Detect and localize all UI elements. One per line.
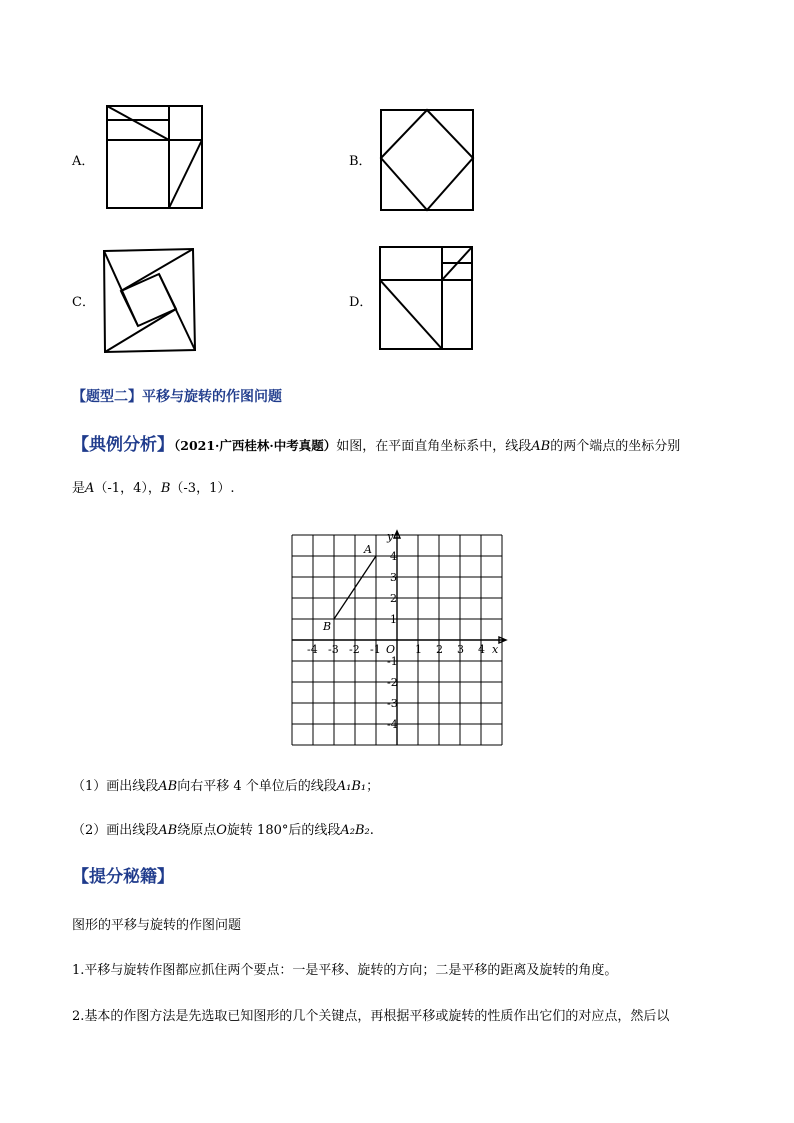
option-b-figure	[379, 108, 475, 212]
example-line-2	[72, 482, 234, 495]
y-tick-label: 2	[390, 592, 397, 605]
y-tick-label: -1	[387, 655, 398, 668]
x-tick-label: 1	[415, 643, 422, 656]
q1-prefix: （1）画出线段	[72, 779, 159, 794]
example-line2-prefix: 是	[72, 481, 86, 496]
option-d-label: D．	[349, 295, 373, 310]
q2-end: .	[369, 823, 374, 838]
y-tick-label: 4	[390, 550, 397, 563]
coordinate-grid	[285, 528, 511, 750]
option-a-figure	[105, 104, 205, 210]
example-text-1: 如图，在平面直角坐标系中，线段	[336, 439, 532, 454]
question-2	[72, 824, 374, 837]
x-axis-label: x	[492, 643, 499, 656]
x-axis	[292, 637, 506, 643]
y-tick-label: 1	[390, 613, 397, 626]
q1-segment: AB	[158, 779, 178, 794]
q1-end: ；	[366, 779, 380, 794]
example-source: （2021·广西桂林·中考真题）	[174, 438, 337, 453]
example-line-1	[72, 437, 680, 454]
segment-ab: AB	[531, 439, 551, 454]
point-b-label: B	[323, 620, 332, 633]
q1-result: A₁B₁	[336, 779, 367, 794]
tips-subtitle: 图形的平移与旋转的作图问题	[72, 918, 242, 933]
option-b-label: B．	[349, 154, 372, 169]
y-tick-label: -4	[387, 718, 398, 731]
x-tick-label: -4	[307, 643, 318, 656]
option-d-figure	[378, 245, 474, 351]
option-c-label: C．	[72, 295, 95, 310]
y-tick-label: 3	[390, 571, 397, 584]
x-tick-label: 4	[478, 643, 485, 656]
option-a-label: A．	[72, 154, 95, 169]
example-tag: 【典例分析】	[72, 435, 174, 455]
y-tick-label: -3	[387, 697, 398, 710]
section-heading: 【题型二】平移与旋转的作图问题	[72, 389, 282, 405]
tips-heading: 【提分秘籍】	[72, 867, 174, 887]
axes	[292, 531, 506, 745]
y-tick-label: -2	[387, 676, 398, 689]
question-1	[72, 780, 379, 793]
q2-text-2: 旋转 180°后的线段	[226, 823, 341, 838]
tips-item-2: 2.基本的作图方法是先选取已知图形的几个关键点，再根据平移或旋转的性质作出它们的对应点，然后以	[72, 1009, 670, 1024]
q2-result: A₂B₂	[340, 823, 370, 838]
q2-origin: O	[216, 823, 227, 838]
origin-label: O	[386, 643, 396, 656]
point-a-label: A	[364, 543, 372, 556]
x-tick-label: -2	[349, 643, 360, 656]
point-a-coord: （-1，4），	[94, 481, 161, 496]
q2-prefix: （2）画出线段	[72, 823, 159, 838]
y-axis	[394, 531, 400, 745]
x-tick-label: -3	[328, 643, 339, 656]
y-axis-label: y	[387, 530, 394, 543]
option-c-figure	[101, 246, 197, 354]
x-tick-label: 2	[436, 643, 443, 656]
tips-item-1: 1.平移与旋转作图都应抓住两个要点：一是平移、旋转的方向；二是平移的距离及旋转的角度。	[72, 963, 618, 978]
point-b-coord: （-3，1）.	[170, 481, 235, 496]
point-b-name: B	[160, 481, 171, 496]
q1-text: 向右平移 4 个单位后的线段	[177, 779, 337, 794]
x-tick-label: -1	[370, 643, 381, 656]
point-a-name: A	[85, 481, 95, 496]
x-tick-label: 3	[457, 643, 464, 656]
q2-text-1: 绕原点	[177, 823, 217, 838]
example-text-2: 的两个端点的坐标分别	[550, 439, 681, 454]
q2-segment: AB	[158, 823, 178, 838]
